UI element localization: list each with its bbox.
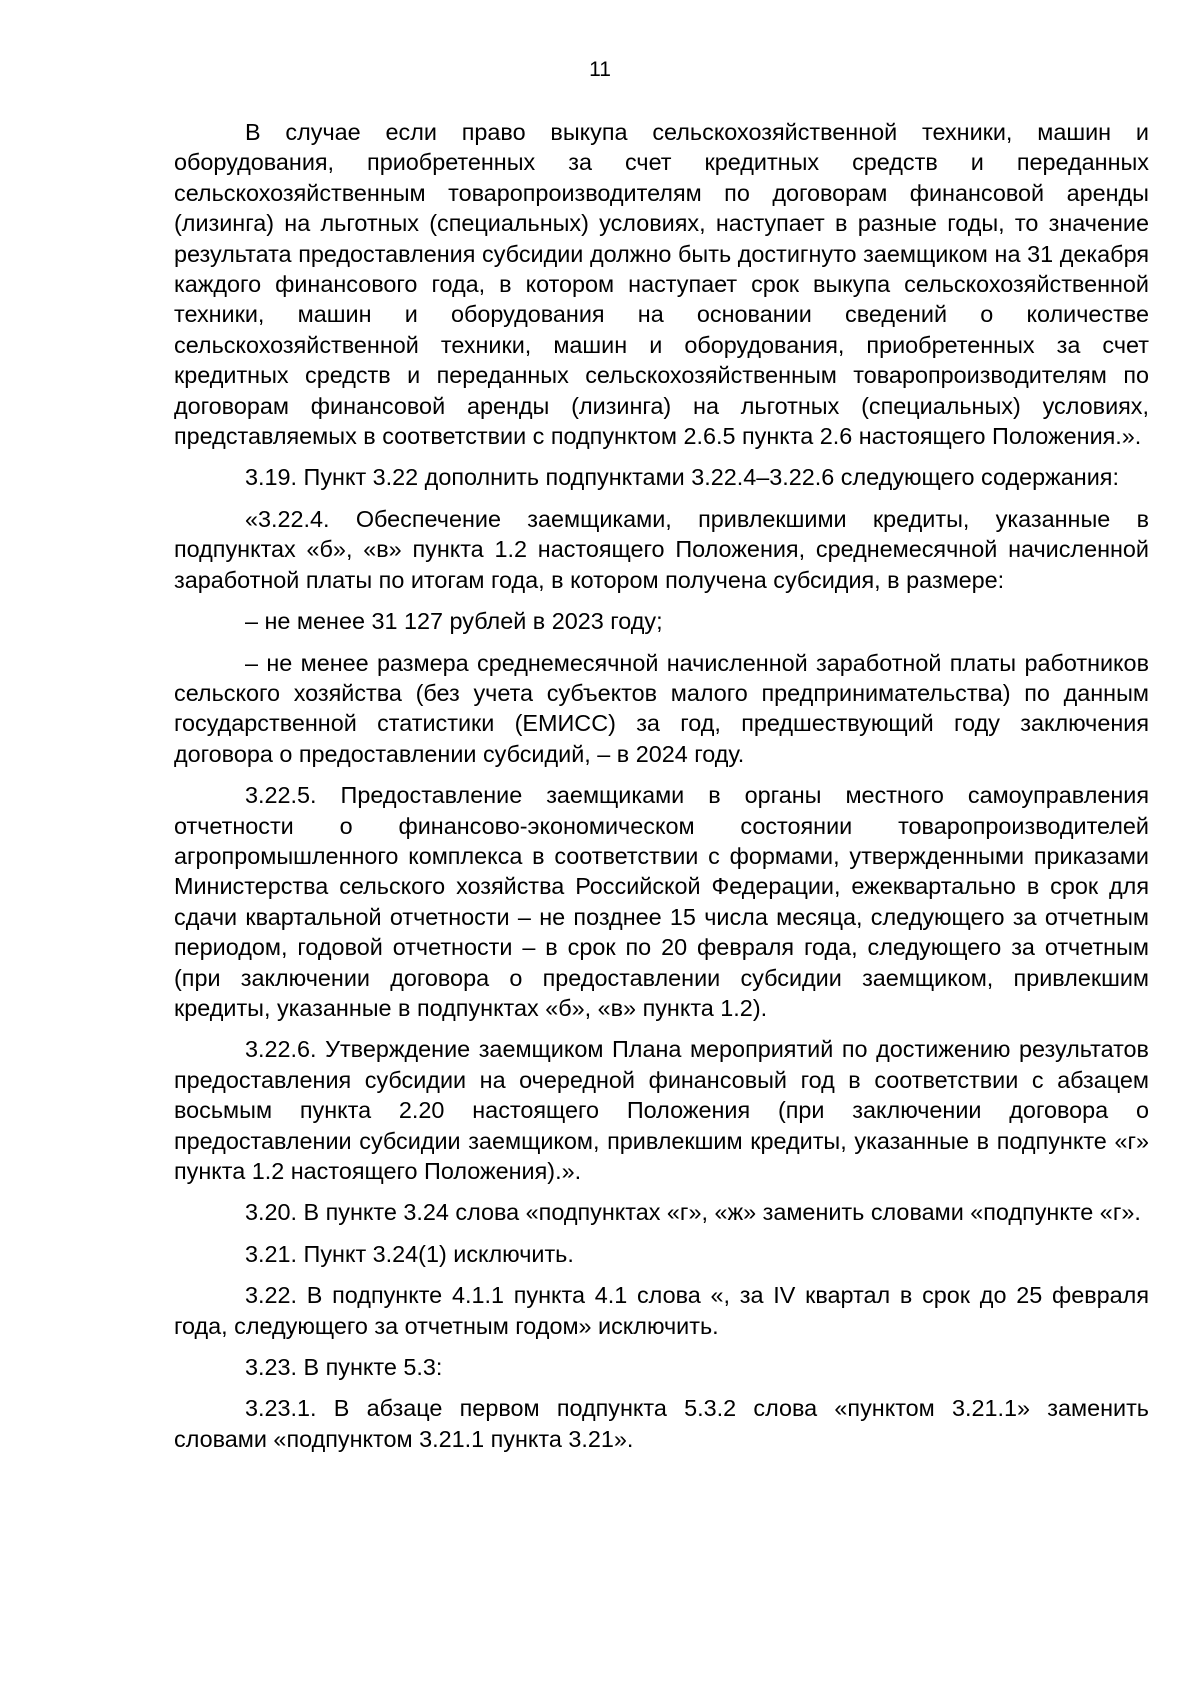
paragraph-2024-wage: – не менее размера среднемесячной начисленной заработной платы работников сельского хозяйства (без учета субъектов малого предпринимательства) по данным государственной статистики (ЕМИСС) за год, предшествующий году заключения договора о предоставлении субсидий, – в 2024 году. — [174, 649, 1149, 767]
paragraph-3-19: 3.19. Пункт 3.22 дополнить подпунктами 3.22.4–3.22.6 следующего содержания: — [245, 464, 1119, 491]
paragraph-3-21: 3.21. Пункт 3.24(1) исключить. — [245, 1240, 574, 1267]
paragraph-3-22-5: 3.22.5. Предоставление заемщиками в органы местного самоуправления отчетности о финансово-экономическом состоянии товаропроизводителей агропромышленного комплекса в соответствии с формами, утвержденными приказами Министерства сельского хозяйства Российской Федерации, ежеквартально в срок для сдачи квартальной отчетности – не позднее 15 числа месяца, следующего за отчетным периодом, годовой отчетности – в срок по 20 февраля года, следующего за отчетным (при заключении договора о предоставлении субсидии заемщиком, привлекшим кредиты, указанные в подпунктах «б», «в» пункта 1.2). — [174, 782, 1149, 1021]
paragraph-3-23: 3.23. В пункте 5.3: — [245, 1354, 443, 1381]
page-number: 11 — [589, 58, 611, 81]
paragraph-3-22-6: 3.22.6. Утверждение заемщиком Плана мероприятий по достижению результатов предоставления субсидии на очередной финансовый год в соответствии с абзацем восьмым пункта 2.20 настоящего Положения (при заключении договора о предоставлении субсидии заемщиком, привлекшим кредиты, указанные в подпункте «г» пункта 1.2 настоящего Положения).». — [174, 1036, 1149, 1184]
paragraph-3-20: 3.20. В пункте 3.24 слова «подпунктах «г», «ж» заменить словами «подпункте «г». — [245, 1199, 1141, 1226]
paragraph-3-22: 3.22. В подпункте 4.1.1 пункта 4.1 слова «, за IV квартал в срок до 25 февраля года, следующего за отчетным годом» исключить. — [174, 1282, 1149, 1339]
document-body — [174, 117, 1149, 1465]
paragraph-buyout-clause: В случае если право выкупа сельскохозяйственной техники, машин и оборудования, приобретенных за счет кредитных средств и переданных сельскохозяйственным товаропроизводителям по договорам финансовой аренды (лизинга) на льготных (специальных) условиях, наступает в разные годы, то значение результата предоставления субсидии должно быть достигнуто заемщиком на 31 декабря каждого финансового года, в котором наступает срок выкупа сельскохозяйственной техники, машин и оборудования на основании сведений о количестве сельскохозяйственной техники, машин и оборудования, приобретенных за счет кредитных средств и переданных сельскохозяйственным товаропроизводителям по договорам финансовой аренды (лизинга) на льготных (специальных) условиях, представляемых в соответствии с подпунктом 2.6.5 пункта 2.6 настоящего Положения.». — [174, 119, 1149, 450]
paragraph-3-23-1: 3.23.1. В абзаце первом подпункта 5.3.2 слова «пунктом 3.21.1» заменить словами «подпунктом 3.21.1 пункта 3.21». — [174, 1395, 1149, 1452]
paragraph-2023-wage: – не менее 31 127 рублей в 2023 году; — [245, 608, 663, 635]
paragraph-3-22-4: «3.22.4. Обеспечение заемщиками, привлекшими кредиты, указанные в подпунктах «б», «в» пункта 1.2 настоящего Положения, среднемесячной начисленной заработной платы по итогам года, в котором получена субсидия, в размере: — [174, 505, 1149, 593]
